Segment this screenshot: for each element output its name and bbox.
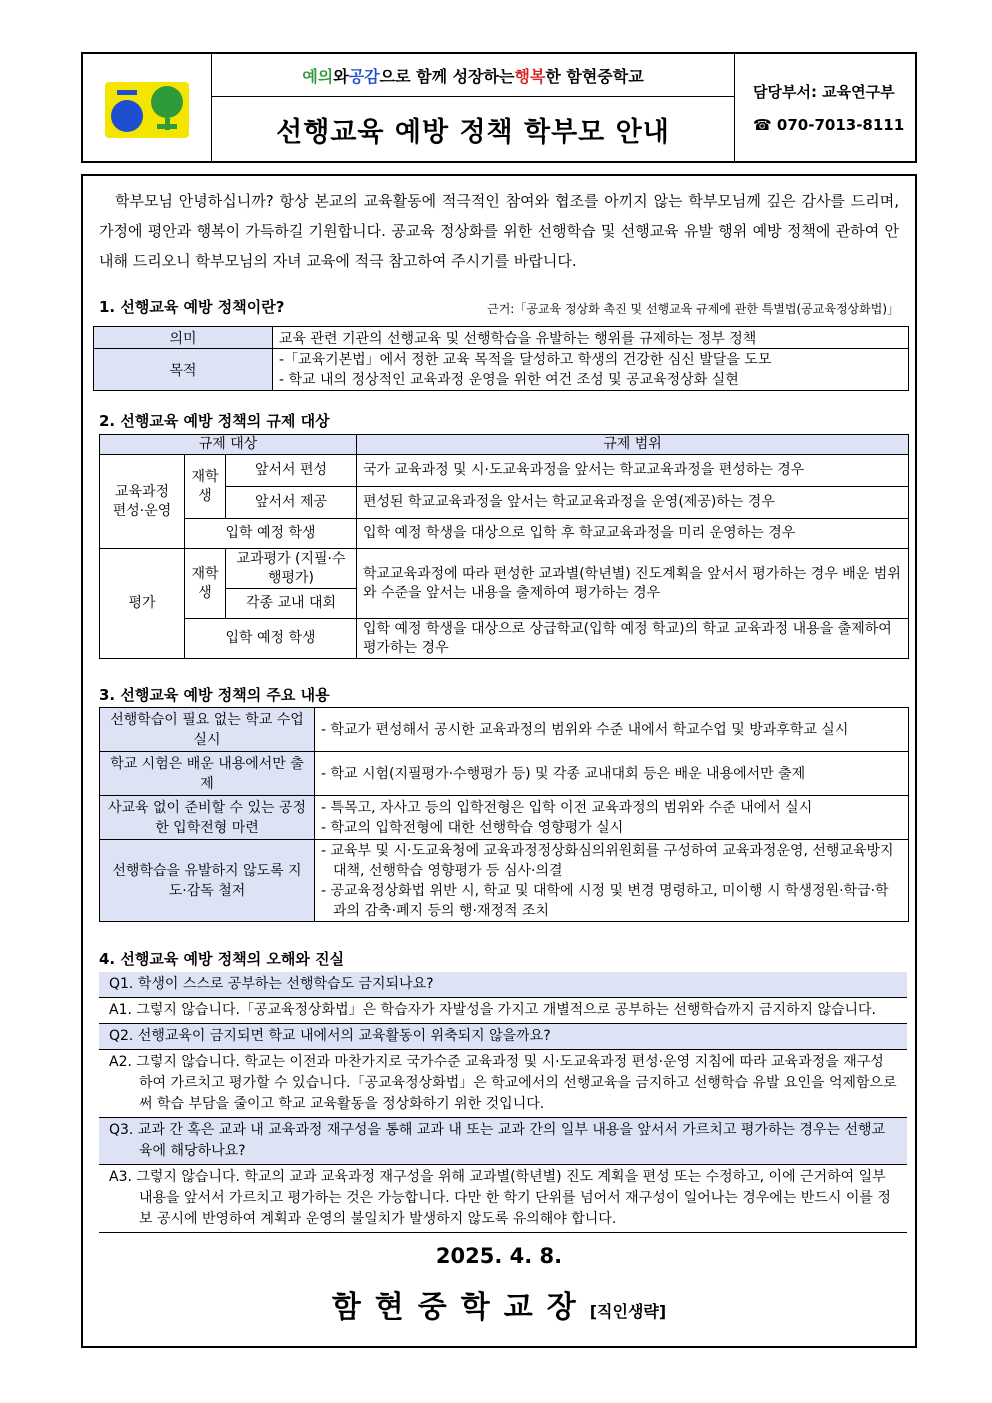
school-logo-icon (83, 54, 211, 161)
row-subject-eval: 교과평가 (지필·수행평가) (226, 549, 357, 589)
faq-answer-1: A1. 그렇지 않습니다.「공교육정상화법」은 학습자가 자발성을 가지고 개별적으로 공부하는 선행학습까지 금지하지 않습니다. (99, 998, 907, 1024)
faq-question-3: Q3. 교과 간 혹은 교과 내 교육과정 재구성을 통해 교과 내 또는 교과 간의 일부 내용을 앞서서 가르치고 평가하는 경우는 선행교육에 해당하나요? (99, 1118, 907, 1165)
legal-basis: 근거:「공교육 정상화 촉진 및 선행교육 규제에 관한 특별법(공교육정상화법)」 (487, 302, 899, 316)
row-prospective-2-scope: 입학 예정 학생을 대상으로 상급학교(입학 예정 학교)의 학교 교육과정 내용을 출제하여 평가하는 경우 (357, 619, 909, 659)
department-label: 담당부서: 교육연구부 (753, 83, 895, 101)
content-label-1: 선행학습이 필요 없는 학교 수업 실시 (100, 708, 315, 752)
principal-signature (83, 1282, 915, 1326)
faq-list (99, 972, 907, 1233)
principal-name: 함현중학교장 (331, 1290, 590, 1325)
content-item-4a: - 교육부 및 시·도교육청에 교육과정정상화심의위원회를 구성하여 교육과정운영, 선행교육방지대책, 선행학습 영향평가 등 심사·의결 (321, 842, 894, 879)
enrolled-student-label-2: 재학생 (185, 549, 226, 619)
document-body (81, 174, 917, 1348)
content-item-1: - 학교가 편성해서 공시한 교육과정의 범위와 수준 내에서 학교수업 및 방과후학교 실시 (315, 708, 909, 752)
document-date: 2025. 4. 8. (435, 1244, 563, 1268)
school-slogan: 예의 와 공감 으로 함께 성장하는 행복 한 함현중학교 (212, 54, 734, 97)
group-curriculum: 교육과정 편성·운영 (100, 455, 185, 549)
section-3-heading: 3. 선행교육 예방 정책의 주요 내용 (99, 686, 330, 704)
content-label-2: 학교 시험은 배운 내용에서만 출제 (100, 752, 315, 796)
seal-note: [직인생략] (589, 1302, 667, 1321)
row-eval-scope: 학교교육과정에 따라 편성한 교과별(학년별) 진도계획을 앞서서 평가하는 경우 배운 범위와 수준을 앞서는 내용을 출제하여 평가하는 경우 (357, 549, 909, 619)
content-label-4: 선행학습을 유발하지 않도록 지도·감독 철저 (100, 840, 315, 922)
group-evaluation: 평가 (100, 549, 185, 659)
row-advance-provide: 앞서서 제공 (226, 487, 357, 519)
meaning-text: 교육 관련 기관의 선행교육 및 선행학습을 유발하는 행위를 규제하는 정부 정책 (273, 327, 909, 349)
row-advance-plan: 앞서서 편성 (226, 455, 357, 487)
phone-number: ☎ 070-7013-8111 (753, 116, 905, 134)
faq-answer-3: A3. 그렇지 않습니다. 학교의 교과 교육과정 재구성을 위해 교과별(학년별) 진도 계획을 편성 또는 수정하고, 이에 근거하여 일부 내용을 앞서서 가르치고 평가하는 것은 가능합니다. 다만 한 학기 단위를 넘어서 재구성이 일어나는 경우에는 반드시 이를 정보 공시에 반영하여 계획과 운영의 불일치가 발생하지 않도록 유의해야 합니다. (99, 1165, 907, 1233)
document-header (81, 52, 917, 163)
purpose-item-1: -「교육기본법」에서 정한 교육 목적을 달성하고 학생의 건강한 심신 발달을 도모 (279, 351, 772, 368)
main-content-table (99, 707, 909, 922)
col-header-target: 규제 대상 (100, 435, 357, 455)
content-item-2: - 학교 시험(지필평가·수행평가 등) 및 각종 교내대회 등은 배운 내용에서만 출제 (315, 752, 909, 796)
section-1-heading: 1. 선행교육 예방 정책이란? (99, 298, 285, 316)
content-item-3a: - 특목고, 자사고 등의 입학전형은 입학 이전 교육과정의 범위와 수준 내에서 실시 (321, 799, 813, 816)
row-advance-provide-scope: 편성된 학교교육과정을 앞서는 학교교육과정을 운영(제공)하는 경우 (357, 487, 909, 519)
purpose-item-2: - 학교 내의 정상적인 교육과정 운영을 위한 여건 조성 및 공교육정상화 실현 (279, 371, 739, 388)
faq-question-1: Q1. 학생이 스스로 공부하는 선행학습도 금지되나요? (99, 972, 907, 998)
document-title: 선행교육 예방 정책 학부모 안내 (276, 116, 670, 148)
content-item-3b: - 학교의 입학전형에 대한 선행학습 영향평가 실시 (321, 819, 624, 836)
row-prospective-1-scope: 입학 예정 학생을 대상으로 입학 후 학교교육과정을 미리 운영하는 경우 (357, 519, 909, 549)
faq-question-2: Q2. 선행교육이 금지되면 학교 내에서의 교육활동이 위축되지 않을까요? (99, 1024, 907, 1050)
school-logo (83, 54, 212, 161)
purpose-label: 목적 (94, 349, 273, 391)
faq-answer-2: A2. 그렇지 않습니다. 학교는 이전과 마찬가지로 국가수준 교육과정 및 시·도교육과정 편성·운영 지침에 따라 교육과정을 재구성하여 가르치고 평가할 수 있습니다.「공교육정상화법」은 학교에서의 선행교육을 금지하고 선행학습 유발 요인을 억제함으로써 학습 부담을 줄이고 학교 교육활동을 정상화하기 위한 것입니다. (99, 1050, 907, 1118)
row-advance-plan-scope: 국가 교육과정 및 시·도교육과정을 앞서는 학교교육과정을 편성하는 경우 (357, 455, 909, 487)
col-header-scope: 규제 범위 (357, 435, 909, 455)
intro-paragraph: 학부모님 안녕하십니까? 항상 본교의 교육활동에 적극적인 참여와 협조를 아끼지 않는 학부모님께 깊은 감사를 드리며, 가정에 평안과 행복이 가득하길 기원합니다. 공교육 정상화를 위한 선행학습 및 선행교육 유발 행위 예방 정책에 관하여 안내해 드리오니 학부모님의 자녀 교육에 적극 참고하여 주시기를 바랍니다. (99, 192, 899, 270)
row-contest: 각종 교내 대회 (226, 589, 357, 619)
section-2-heading: 2. 선행교육 예방 정책의 규제 대상 (99, 412, 330, 430)
section-4-heading: 4. 선행교육 예방 정책의 오해와 진실 (99, 950, 345, 968)
enrolled-student-label-1: 재학생 (185, 455, 226, 519)
row-prospective-2: 입학 예정 학생 (185, 619, 357, 659)
regulation-target-table (99, 434, 909, 659)
meaning-label: 의미 (94, 327, 273, 349)
row-prospective-1: 입학 예정 학생 (185, 519, 357, 549)
content-item-4b: - 공교육정상화법 위반 시, 학교 및 대학에 시정 및 변경 명령하고, 미이행 시 학생정원·학급·학과의 감축·폐지 등의 행·재정적 조치 (321, 882, 889, 919)
content-label-3: 사교육 없이 준비할 수 있는 공정한 입학전형 마련 (100, 796, 315, 840)
policy-definition-table (93, 326, 909, 391)
